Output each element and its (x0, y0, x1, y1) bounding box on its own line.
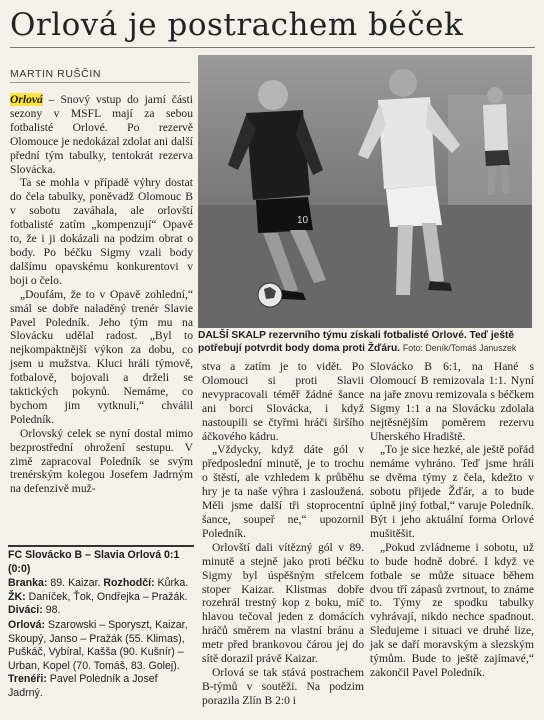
paragraph: stva a zatím je to vidět. Po Olomouci si proti Slavii nevypracovali téměř žádné šance ani borci Slovácka, i když nastoupili se čtyřmi hráči širšího áčkového kádru. (202, 360, 364, 443)
headline-rule (10, 47, 535, 48)
paragraph: Orlová – Snový vstup do jarní části sezony v MSFL mají za sebou fotbalisté Orlové. Po rezervě Olomouce je nedokázal zdolat ani další přední tým tabulky, tentokrát rezerva Slovácka. (10, 93, 193, 176)
lead-place: Orlová (10, 93, 43, 106)
paragraph: Orlovský celek se nyní dostal mimo bezprostřední ohrožení sestupu. V zimě zapracoval Poledník se svým trenérským kolegou Josefem Jadrným na defenzivě muž- (10, 426, 193, 496)
paragraph: Orlová se tak stává postrachem B-týmů v soutěži. Na podzim porazila Zlín B 2:0 i (202, 665, 364, 707)
photo-caption (198, 329, 532, 355)
match-details: Branka: 89. Kaizar. Rozhodčí: Kůrka. ŽK: Daníček, Ťok, Ondřejka – Pražák. Diváci: 98. (8, 577, 189, 617)
article-column-1 (10, 93, 193, 496)
byline: MARTIN RUŠČIN (10, 68, 102, 80)
match-result-box (8, 549, 194, 702)
article-column-2 (202, 360, 364, 708)
byline-rule (10, 82, 190, 83)
headline: Orlová je postrachem béček (10, 7, 464, 43)
match-title: FC Slovácko B – Slavia Orlová 0:1 (0:0) (8, 549, 180, 575)
article-column-3 (370, 360, 534, 680)
paragraph: „Pokud zvládneme i sobotu, už to bude hodně dobré. I když ve fotbale se může situace během dvou tří zápasů zvrtnout, to známe to. Týmy ze spodku tabulky vyhrávají, nikdo nechce spadnout. Sledujeme i situaci ve druhé lize, jak se daří moravským a slezským týmům. Bude to ještě zajímavé,“ zakončil Pavel Poledník. (370, 540, 534, 679)
paragraph: „To je sice hezké, ale ještě pořád nemáme vyhráno. Teď jsme hráli se dvěma týmy z čela, kdežto v sobotu přijede Žďár, a to bude úplně jiný fotbal,“ varuje Poledník. Být i jeho aktuální forma Orlové mušitěšit. (370, 443, 534, 540)
svg-text:10: 10 (297, 215, 309, 226)
football-action-image (198, 55, 532, 328)
paragraph: „Doufám, že to v Opavě zohlední,“ smál se dobře naladěný trenér Slavie Pavel Poledník. Jeho tým mu na Slovácku udělal radost. „Byl to nejkompaktnější výkon za dobu, co jsem u mužstva. Kluci hráli týmově, fotbalově, bojovali a drželi se taktických pokynů. Nemáme, co bychom jim vytknuli,“ chválil Poledník. (10, 287, 193, 426)
caption-text: DALŠÍ SKALP rezervního týmu získali fotbalisté Orlové. Teď ještě potřebují potvrdit body doma proti Žďáru. (198, 330, 515, 354)
paragraph: Ta se mohla v případě výhry dostat do čela tabulky, poněvadž Olomouc B v sobotu zaváhala, ale orlovští fotbalisté zatím „kompenzují“ Opavě to, že i ji dokázali na podzim obrat o body. Po béčku Sigmy vzali body dalšímu opavskému konkurentovi v boji o čelo. (10, 176, 193, 287)
box-top-rule (8, 545, 194, 547)
photo-credit: Foto: Deník/Tomáš Januszek (402, 343, 517, 353)
paragraph: Slovácko B 6:1, na Hané s Olomoucí B remizovala 1:1. Nyní na jaře znovu remizovala s béčkem Sigmy 1:1 a na Slovácku zdolala nejtěsnějším poměrem rezervu Uherského Hradiště. (370, 360, 534, 443)
paragraph: „Vždycky, když dáte gól v předposlední minutě, je to trochu o štěstí, ale vzhledem k průběhu hry je ta naše výhra i zasloužená. Měli jsme další tři stoprocentní šance, soupeř ne,“ upozornil Poledník. (202, 443, 364, 540)
match-photo (198, 55, 532, 328)
lineup: Orlová: Szarowski – Sporyszt, Kaizar, Skoupý, Janso – Pražák (55. Klimas), Puškáč, Vybíral, Kašša (90. Kušnír) – Urban, Kopel (70. Tomáš, 83. Golej). Trenéři: Pavel Poledník a Josef Jadrný. (8, 618, 188, 699)
paragraph: Orlovští dali vítězný gól v 89. minutě a stejně jako proti béčku Sigmy byl úspěšným střelcem stoper Kaizar. Klistmas dobře rozehrál trestný kop z boku, míč hlavou tečoval jeden z domácích hráčů směrem na vlastní bránu a metr před brankovou čárou jej do sítě dorazil právě Kaizar. (202, 540, 364, 666)
